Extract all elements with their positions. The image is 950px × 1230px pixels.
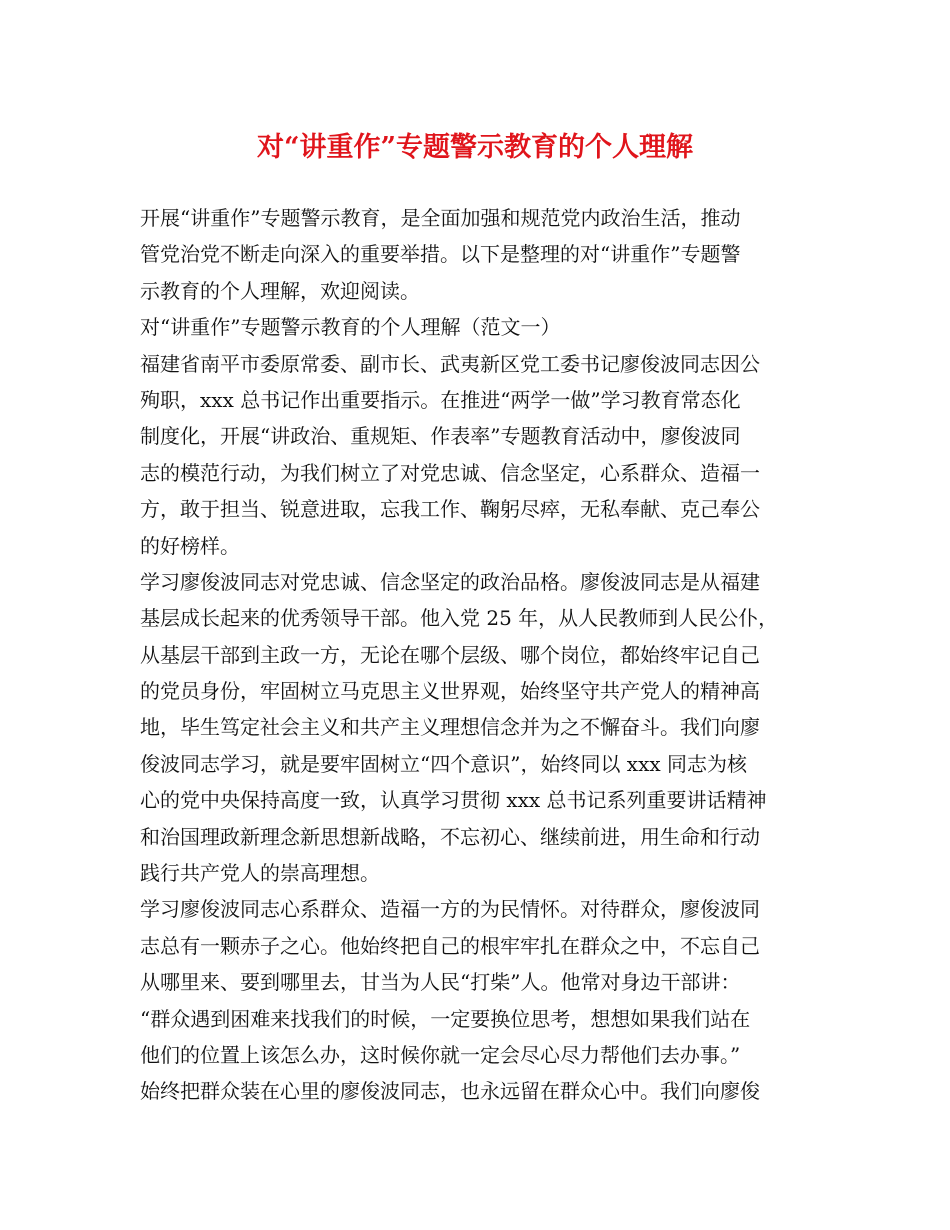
body-text-line: 地，毕生笃定社会主义和共产主义理想信念并为之不懈奋斗。我们向廖	[140, 715, 760, 740]
body-text-line: “群众遇到困难来找我们的时候，一定要换位思考，想想如果我们站在	[140, 1006, 751, 1031]
body-text-line: 殉职，xxx 总书记作出重要指示。在推进“两学一做”学习教育常态化	[140, 387, 741, 412]
body-text-line: 福建省南平市委原常委、副市长、武夷新区党工委书记廖俊波同志因公	[140, 351, 760, 376]
body-text-line: 和治国理政新理念新思想新战略，不忘初心、继续前进，用生命和行动	[140, 824, 760, 849]
body-text-line: 心的党中央保持高度一致，认真学习贯彻 xxx 总书记系列重要讲话精神	[140, 788, 767, 813]
body-text-line: 管党治党不断走向深入的重要举措。以下是整理的对“讲重作”专题警	[140, 242, 741, 267]
body-text-line: 制度化，开展“讲政治、重规矩、作表率”专题教育活动中，廖俊波同	[140, 424, 741, 449]
body-text-line: 始终把群众装在心里的廖俊波同志，也永远留在群众心中。我们向廖俊	[140, 1079, 760, 1104]
body-text-line: 的党员身份，牢固树立马克思主义世界观，始终坚守共产党人的精神高	[140, 679, 760, 704]
body-text-line: 践行共产党人的崇高理想。	[140, 861, 380, 886]
body-text-line: 方，敢于担当、锐意进取，忘我工作、鞠躬尽瘁，无私奉献、克己奉公	[140, 497, 760, 522]
body-text-line: 学习廖俊波同志对党忠诚、信念坚定的政治品格。廖俊波同志是从福建	[140, 569, 760, 594]
body-text-line: 开展“讲重作”专题警示教育，是全面加强和规范党内政治生活，推动	[140, 206, 741, 230]
body-text-line: 学习廖俊波同志心系群众、造福一方的为民情怀。对待群众，廖俊波同	[140, 897, 760, 922]
body-text-line: 从哪里来、要到哪里去，甘当为人民“打柴”人。他常对身边干部讲：	[140, 970, 741, 995]
body-text-line: 示教育的个人理解，欢迎阅读。	[140, 278, 420, 303]
body-text-line: 志的模范行动，为我们树立了对党忠诚、信念坚定，心系群众、造福一	[140, 460, 760, 485]
body-text-line: 对“讲重作”专题警示教育的个人理解（范文一）	[140, 315, 561, 340]
body-text-line: 的好榜样。	[140, 533, 240, 558]
document-body	[140, 200, 816, 1110]
body-text-line: 他们的位置上该怎么办，这时候你就一定会尽心尽力帮他们去办事。”	[140, 1042, 741, 1067]
body-text-line: 志总有一颗赤子之心。他始终把自己的根牢牢扎在群众之中，不忘自己	[140, 933, 760, 958]
body-text-line: 从基层干部到主政一方，无论在哪个层级、哪个岗位，都始终牢记自己	[140, 642, 760, 667]
body-text-line: 基层成长起来的优秀领导干部。他入党 25 年，从人民教师到人民公仆，	[140, 606, 779, 631]
document-title: 对“讲重作”专题警示教育的个人理解	[256, 132, 694, 163]
body-text-line: 俊波同志学习，就是要牢固树立“四个意识”，始终同以 xxx 同志为核	[140, 751, 748, 776]
